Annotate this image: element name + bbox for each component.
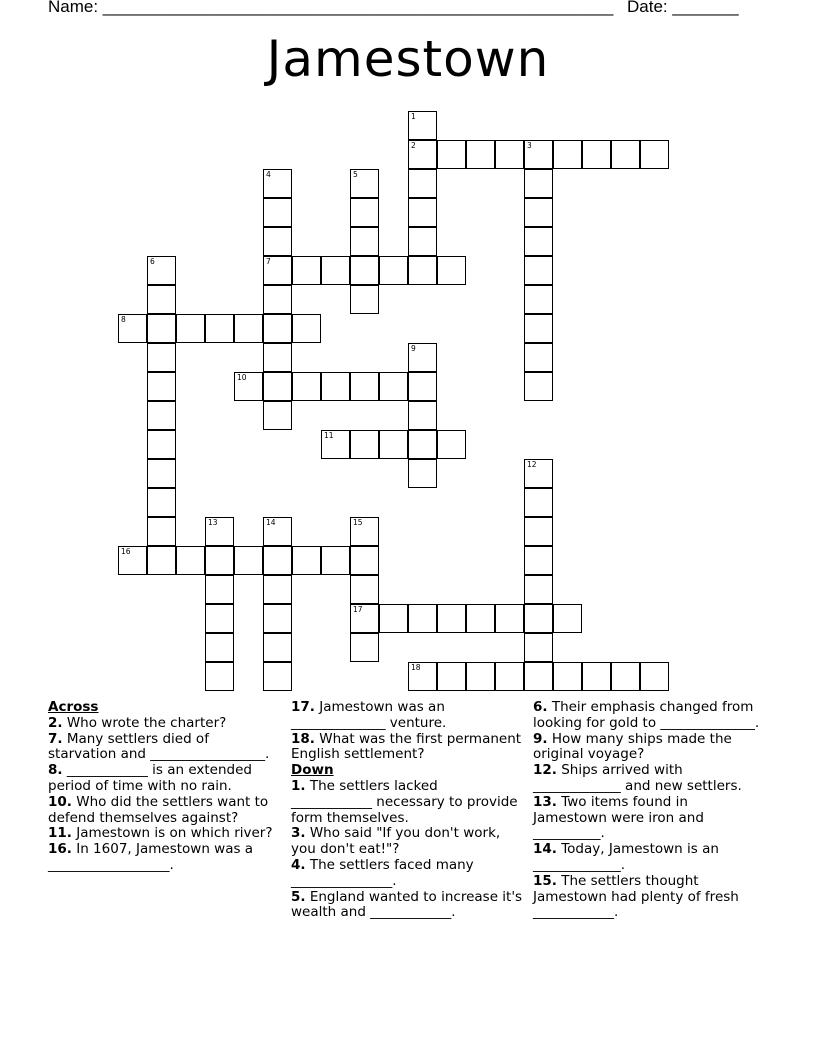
crossword-cell[interactable]: [379, 256, 408, 285]
crossword-cell[interactable]: [408, 430, 437, 459]
crossword-cell[interactable]: [263, 372, 292, 401]
crossword-cell[interactable]: [524, 633, 553, 662]
crossword-cell[interactable]: [118, 546, 147, 575]
clue-number: 2: [411, 141, 416, 150]
clue-number: 9: [411, 344, 416, 353]
clue-across-11: 11. Jamestown is on which river?: [48, 825, 273, 842]
crossword-cell[interactable]: [147, 517, 176, 546]
crossword-cell[interactable]: [263, 343, 292, 372]
crossword-cell[interactable]: [524, 575, 553, 604]
crossword-cell[interactable]: [350, 198, 379, 227]
crossword-cell[interactable]: [437, 430, 466, 459]
crossword-cell[interactable]: [147, 314, 176, 343]
crossword-cell[interactable]: [350, 575, 379, 604]
crossword-cell[interactable]: [611, 140, 640, 169]
crossword-cell[interactable]: [147, 372, 176, 401]
crossword-cell[interactable]: [118, 314, 147, 343]
crossword-cell[interactable]: [408, 459, 437, 488]
clue-down-1: 1. The settlers lacked ____________ necessary to provide form themselves.: [291, 777, 518, 826]
clue-number: 8: [121, 315, 126, 324]
crossword-cell[interactable]: [292, 314, 321, 343]
crossword-cell[interactable]: [379, 604, 408, 633]
crossword-cell[interactable]: [176, 546, 205, 575]
crossword-cell[interactable]: [263, 575, 292, 604]
crossword-cell[interactable]: [495, 662, 524, 691]
crossword-cell[interactable]: [234, 372, 263, 401]
crossword-cell[interactable]: [263, 227, 292, 256]
crossword-cell[interactable]: [611, 662, 640, 691]
page-title: Jamestown: [266, 30, 550, 88]
crossword-cell[interactable]: [321, 430, 350, 459]
clue-across-8: 8. ____________ is an extended period of time with no rain.: [48, 762, 252, 794]
crossword-cell[interactable]: [524, 169, 553, 198]
crossword-cell[interactable]: [350, 546, 379, 575]
clue-across-2: 2. Who wrote the charter?: [48, 714, 227, 731]
crossword-cell[interactable]: [321, 546, 350, 575]
clue-down-5: 5. England wanted to increase it's wealth and ____________.: [291, 888, 523, 921]
clue-down-13: 13. Two items found in Jamestown were iron and __________.: [533, 793, 704, 842]
crossword-cell[interactable]: [147, 488, 176, 517]
clue-across-18: 18. What was the first permanent English settlement?: [291, 730, 522, 763]
crossword-cell[interactable]: [350, 517, 379, 546]
crossword-cell[interactable]: [524, 198, 553, 227]
clue-number: 14: [266, 518, 276, 527]
clue-across-10: 10. Who did the settlers want to defend themselves against?: [48, 793, 269, 826]
crossword-cell[interactable]: [147, 256, 176, 285]
crossword-cell[interactable]: [263, 198, 292, 227]
crossword-cell[interactable]: [321, 256, 350, 285]
clue-down-15: 15. The settlers thought Jamestown had plenty of fresh ____________.: [533, 872, 739, 921]
crossword-cell[interactable]: [408, 604, 437, 633]
crossword-cell[interactable]: [263, 401, 292, 430]
crossword-cell[interactable]: [234, 546, 263, 575]
crossword-cell[interactable]: [350, 604, 379, 633]
crossword-cell[interactable]: [147, 343, 176, 372]
crossword-cell[interactable]: [147, 430, 176, 459]
crossword-cell[interactable]: [553, 662, 582, 691]
clue-down-3: 3. Who said "If you don't work, you don't eat!"?: [291, 825, 501, 858]
crossword-cell[interactable]: [553, 140, 582, 169]
crossword-cell[interactable]: [263, 314, 292, 343]
crossword-cell[interactable]: [495, 604, 524, 633]
crossword-cell[interactable]: [408, 111, 437, 140]
crossword-cell[interactable]: [524, 140, 553, 169]
clue-number: 13: [208, 518, 218, 527]
clues-column-3: [533, 700, 765, 921]
clue-number: 1: [411, 112, 416, 121]
crossword-cell[interactable]: [205, 662, 234, 691]
crossword-cell[interactable]: [263, 256, 292, 285]
crossword-cell[interactable]: [147, 546, 176, 575]
crossword-cell[interactable]: [350, 227, 379, 256]
crossword-cell[interactable]: [205, 546, 234, 575]
clue-number: 17: [353, 605, 363, 614]
clue-across-17: 17. Jamestown was an ______________ venture.: [291, 699, 447, 731]
clue-number: 6: [150, 257, 155, 266]
clue-number: 10: [237, 373, 247, 382]
crossword-cell[interactable]: [408, 140, 437, 169]
clue-down-4: 4. The settlers faced many _______________.: [291, 856, 474, 889]
crossword-cell[interactable]: [321, 372, 350, 401]
crossword-cell[interactable]: [263, 169, 292, 198]
crossword-cell[interactable]: [350, 633, 379, 662]
clue-across-16: 16. In 1607, Jamestown was a __________________.: [48, 841, 254, 873]
clue-number: 18: [411, 663, 421, 672]
crossword-cell[interactable]: [408, 169, 437, 198]
crossword-cell[interactable]: [437, 256, 466, 285]
crossword-cell[interactable]: [263, 633, 292, 662]
across-heading: Across: [48, 699, 99, 715]
crossword-cell[interactable]: [263, 285, 292, 314]
crossword-cell[interactable]: [640, 140, 669, 169]
crossword-cell[interactable]: [350, 169, 379, 198]
crossword-cell[interactable]: [205, 575, 234, 604]
crossword-cell[interactable]: [379, 372, 408, 401]
clue-down-6: 6. Their emphasis changed from looking for gold to ______________.: [533, 699, 760, 731]
crossword-cell[interactable]: [176, 314, 205, 343]
crossword-cell[interactable]: [582, 662, 611, 691]
crossword-cell[interactable]: [408, 198, 437, 227]
crossword-cell[interactable]: [263, 517, 292, 546]
crossword-cell[interactable]: [466, 604, 495, 633]
crossword-cell[interactable]: [524, 227, 553, 256]
crossword-cell[interactable]: [524, 488, 553, 517]
crossword-cell[interactable]: [495, 140, 524, 169]
crossword-cell[interactable]: [263, 604, 292, 633]
crossword-cell[interactable]: [263, 546, 292, 575]
crossword-cell[interactable]: [524, 662, 553, 691]
crossword-cell[interactable]: [147, 459, 176, 488]
clues-column-1: [48, 700, 280, 874]
crossword-cell[interactable]: [524, 285, 553, 314]
clue-number: 7: [266, 257, 271, 266]
crossword-cell[interactable]: [408, 256, 437, 285]
crossword-cell[interactable]: [379, 430, 408, 459]
crossword-cell[interactable]: [408, 343, 437, 372]
crossword-cell[interactable]: [524, 604, 553, 633]
crossword-cell[interactable]: [408, 662, 437, 691]
crossword-cell[interactable]: [437, 604, 466, 633]
clue-number: 11: [324, 431, 334, 440]
crossword-cell[interactable]: [263, 662, 292, 691]
crossword-cell[interactable]: [408, 401, 437, 430]
clue-down-9: 9. How many ships made the original voyage?: [533, 730, 732, 763]
clue-down-14: 14. Today, Jamestown is an _____________.: [533, 841, 719, 873]
crossword-cell[interactable]: [205, 604, 234, 633]
crossword-cell[interactable]: [292, 372, 321, 401]
crossword-cell[interactable]: [292, 256, 321, 285]
date-field[interactable]: Date: _______: [627, 0, 739, 16]
crossword-cell[interactable]: [350, 372, 379, 401]
crossword-cell[interactable]: [524, 343, 553, 372]
clue-down-12: 12. Ships arrived with _____________ and new settlers.: [533, 762, 742, 794]
crossword-cell[interactable]: [524, 517, 553, 546]
crossword-cell[interactable]: [350, 285, 379, 314]
crossword-cell[interactable]: [350, 256, 379, 285]
crossword-cell[interactable]: [205, 633, 234, 662]
crossword-cell[interactable]: [147, 285, 176, 314]
crossword-cell[interactable]: [466, 662, 495, 691]
crossword-cell[interactable]: [524, 546, 553, 575]
crossword-cell[interactable]: [640, 662, 669, 691]
crossword-cell[interactable]: [205, 517, 234, 546]
crossword-cell[interactable]: [524, 459, 553, 488]
crossword-cell[interactable]: [524, 372, 553, 401]
crossword-cell[interactable]: [234, 314, 263, 343]
crossword-cell[interactable]: [408, 227, 437, 256]
clue-number: 12: [527, 460, 537, 469]
crossword-cell[interactable]: [582, 140, 611, 169]
clues-column-2: [291, 700, 523, 921]
crossword-cell[interactable]: [437, 662, 466, 691]
crossword-cell[interactable]: [524, 314, 553, 343]
crossword-cell[interactable]: [466, 140, 495, 169]
crossword-cell[interactable]: [408, 372, 437, 401]
down-heading: Down: [291, 762, 334, 779]
crossword-cell[interactable]: [553, 604, 582, 633]
clue-number: 15: [353, 518, 363, 527]
crossword-cell[interactable]: [437, 140, 466, 169]
crossword-cell[interactable]: [524, 256, 553, 285]
crossword-cell[interactable]: [350, 430, 379, 459]
crossword-cell[interactable]: [292, 546, 321, 575]
clue-number: 5: [353, 170, 358, 179]
clue-number: 3: [527, 141, 532, 150]
clue-across-7: 7. Many settlers died of starvation and _________________.: [48, 730, 270, 763]
clue-number: 4: [266, 170, 271, 179]
name-field[interactable]: Name: ______________________________________________________: [48, 0, 614, 16]
crossword-cell[interactable]: [205, 314, 234, 343]
clue-number: 16: [121, 547, 131, 556]
crossword-cell[interactable]: [147, 401, 176, 430]
